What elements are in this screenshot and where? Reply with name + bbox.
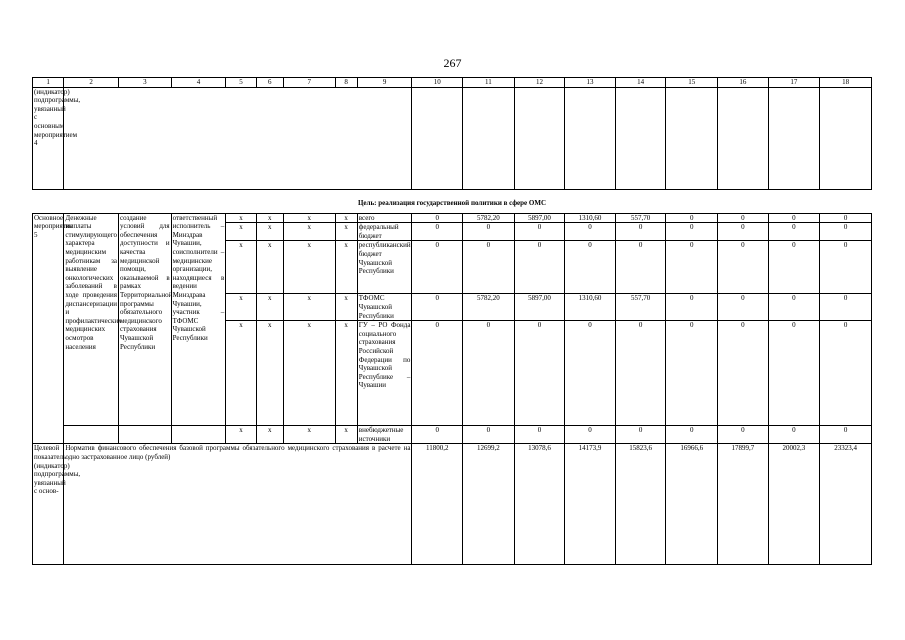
indicator-value: 11800,2 <box>412 444 463 565</box>
funding-value: 0 <box>412 223 463 241</box>
program-table <box>32 77 872 565</box>
funding-value: 0 <box>615 321 666 426</box>
budget-code-cell: х <box>335 223 357 241</box>
funding-value: 0 <box>666 223 718 241</box>
budget-code-cell: х <box>283 241 335 294</box>
measure-purpose-cont <box>119 426 172 444</box>
funding-source: ГУ – РО Фонда социального страхования Российской Федерации по Чувашской Республике – Чувашии <box>357 321 412 426</box>
column-number: 4 <box>171 78 226 88</box>
budget-code-cell: х <box>226 321 256 426</box>
column-number: 10 <box>412 78 463 88</box>
funding-value: 0 <box>615 223 666 241</box>
budget-code-cell: х <box>256 426 283 444</box>
measure-executor: ответственный исполнитель – Минздрав Чувашии, соисполнители – медицинские организации, находящиеся в ведении Минздрава Чувашии, участник – ТФОМС Чувашской Республики <box>171 213 226 426</box>
funding-value: 0 <box>666 321 718 426</box>
budget-code-cell: х <box>226 426 256 444</box>
funding-source: внебюджетные источники <box>357 426 412 444</box>
budget-code-cell: х <box>335 213 357 223</box>
funding-value: 5782,20 <box>463 213 515 223</box>
budget-code-cell: х <box>283 223 335 241</box>
empty-cell <box>64 87 412 189</box>
column-number: 3 <box>119 78 172 88</box>
funding-value: 0 <box>718 321 769 426</box>
budget-code-cell: х <box>283 213 335 223</box>
page-number: 267 <box>443 56 462 70</box>
budget-code-cell: х <box>283 321 335 426</box>
funding-value: 5897,00 <box>514 213 565 223</box>
indicator-text: Норматив финансового обеспечения базовой программы обязательного медицинского страхования в расчете на одно застрахованное лицо (рублей) <box>64 444 412 565</box>
budget-code-cell: х <box>226 223 256 241</box>
indicator-label: Целевой показатель (индикатор) подпрограммы, увязанный с основ- <box>33 444 64 565</box>
indicator-value: 20002,3 <box>768 444 820 565</box>
indicator-value: 15823,6 <box>615 444 666 565</box>
funding-value: 0 <box>768 294 820 321</box>
column-number: 9 <box>357 78 412 88</box>
funding-value: 0 <box>820 223 872 241</box>
funding-value: 0 <box>768 426 820 444</box>
budget-code-cell: х <box>256 223 283 241</box>
prev-indicator-row <box>33 87 872 189</box>
empty-cell <box>718 87 769 189</box>
empty-cell <box>615 87 666 189</box>
indicator-label: (индикатор) подпрограммы, увязанный с основным мероприятием 4 <box>33 87 64 189</box>
funding-value: 0 <box>565 426 616 444</box>
funding-value: 0 <box>412 241 463 294</box>
budget-code-cell: х <box>256 241 283 294</box>
funding-value: 0 <box>463 241 515 294</box>
empty-cell <box>412 87 463 189</box>
budget-code-cell: х <box>256 294 283 321</box>
column-number-row <box>33 78 872 88</box>
indicator-value: 23323,4 <box>820 444 872 565</box>
funding-row <box>33 426 872 444</box>
indicator-value: 13078,6 <box>514 444 565 565</box>
funding-value: 0 <box>768 213 820 223</box>
funding-value: 0 <box>615 241 666 294</box>
funding-value: 0 <box>768 321 820 426</box>
column-number: 12 <box>514 78 565 88</box>
funding-value: 0 <box>820 241 872 294</box>
funding-value: 0 <box>514 426 565 444</box>
funding-value: 5782,20 <box>463 294 515 321</box>
budget-code-cell: х <box>335 426 357 444</box>
funding-value: 1310,60 <box>565 213 616 223</box>
column-number: 5 <box>226 78 256 88</box>
column-number: 1 <box>33 78 64 88</box>
budget-code-cell: х <box>335 321 357 426</box>
measure-executor-cont <box>171 426 226 444</box>
funding-value: 0 <box>514 241 565 294</box>
funding-value: 0 <box>768 223 820 241</box>
funding-value: 0 <box>412 426 463 444</box>
column-number: 17 <box>768 78 820 88</box>
funding-value: 0 <box>718 294 769 321</box>
column-number: 16 <box>718 78 769 88</box>
funding-value: 0 <box>412 294 463 321</box>
funding-source: ТФОМС Чувашской Республики <box>357 294 412 321</box>
goal-row <box>33 189 872 213</box>
funding-value: 0 <box>514 321 565 426</box>
column-number: 13 <box>565 78 616 88</box>
goal-cell <box>33 189 872 213</box>
funding-value: 0 <box>463 426 515 444</box>
budget-code-cell: х <box>283 294 335 321</box>
empty-cell <box>565 87 616 189</box>
funding-value: 0 <box>718 241 769 294</box>
empty-cell <box>463 87 515 189</box>
measure-name-cont <box>64 426 119 444</box>
budget-code-cell: х <box>335 294 357 321</box>
funding-value: 0 <box>412 213 463 223</box>
budget-code-cell: х <box>226 294 256 321</box>
funding-value: 0 <box>615 426 666 444</box>
funding-row <box>33 213 872 223</box>
funding-value: 0 <box>666 241 718 294</box>
target-indicator-row <box>33 444 872 565</box>
empty-cell <box>768 87 820 189</box>
funding-value: 0 <box>718 223 769 241</box>
funding-value: 1310,60 <box>565 294 616 321</box>
budget-code-cell: х <box>226 213 256 223</box>
empty-cell <box>666 87 718 189</box>
funding-source: всего <box>357 213 412 223</box>
funding-value: 0 <box>565 321 616 426</box>
indicator-value: 12699,2 <box>463 444 515 565</box>
funding-value: 0 <box>666 213 718 223</box>
budget-code-cell: х <box>283 426 335 444</box>
funding-value: 0 <box>718 213 769 223</box>
empty-cell <box>514 87 565 189</box>
column-number: 14 <box>615 78 666 88</box>
funding-value: 0 <box>565 241 616 294</box>
indicator-value: 17899,7 <box>718 444 769 565</box>
funding-value: 557,70 <box>615 213 666 223</box>
funding-value: 0 <box>666 294 718 321</box>
funding-value: 0 <box>820 321 872 426</box>
budget-code-cell: х <box>226 241 256 294</box>
funding-value: 0 <box>666 426 718 444</box>
empty-cell <box>820 87 872 189</box>
measure-purpose: создание условий для обеспечения доступности и качества медицинской помощи, оказываемой в рамках Территориальной программы обязательного медицинского страхования Чувашской Республики <box>119 213 172 426</box>
funding-source: федеральный бюджет <box>357 223 412 241</box>
funding-value: 0 <box>768 241 820 294</box>
column-number: 11 <box>463 78 515 88</box>
budget-code-cell: х <box>256 213 283 223</box>
indicator-value: 16966,6 <box>666 444 718 565</box>
column-number: 8 <box>335 78 357 88</box>
indicator-value: 14173,9 <box>565 444 616 565</box>
column-number: 6 <box>256 78 283 88</box>
funding-value: 0 <box>820 426 872 444</box>
funding-value: 0 <box>412 321 463 426</box>
funding-source: республиканский бюджет Чувашской Республики <box>357 241 412 294</box>
funding-value: 0 <box>565 223 616 241</box>
budget-code-cell: х <box>256 321 283 426</box>
funding-value: 0 <box>514 223 565 241</box>
funding-value: 5897,00 <box>514 294 565 321</box>
funding-value: 0 <box>463 321 515 426</box>
measure-name: Денежные выплаты стимулирующего характера медицинским работникам за выявление онкологических заболеваний в ходе проведения диспансеризации и профилактических медицинских осмотров населения <box>64 213 119 426</box>
column-number: 15 <box>666 78 718 88</box>
funding-value: 0 <box>463 223 515 241</box>
measure-label: Основное мероприятие 5 <box>33 213 64 444</box>
budget-code-cell: х <box>335 241 357 294</box>
funding-value: 0 <box>820 294 872 321</box>
funding-value: 557,70 <box>615 294 666 321</box>
funding-value: 0 <box>718 426 769 444</box>
column-number: 18 <box>820 78 872 88</box>
goal-text: Цель: реализация государственной политики в сфере ОМС <box>357 198 547 207</box>
funding-value: 0 <box>820 213 872 223</box>
column-number: 7 <box>283 78 335 88</box>
column-number: 2 <box>64 78 119 88</box>
